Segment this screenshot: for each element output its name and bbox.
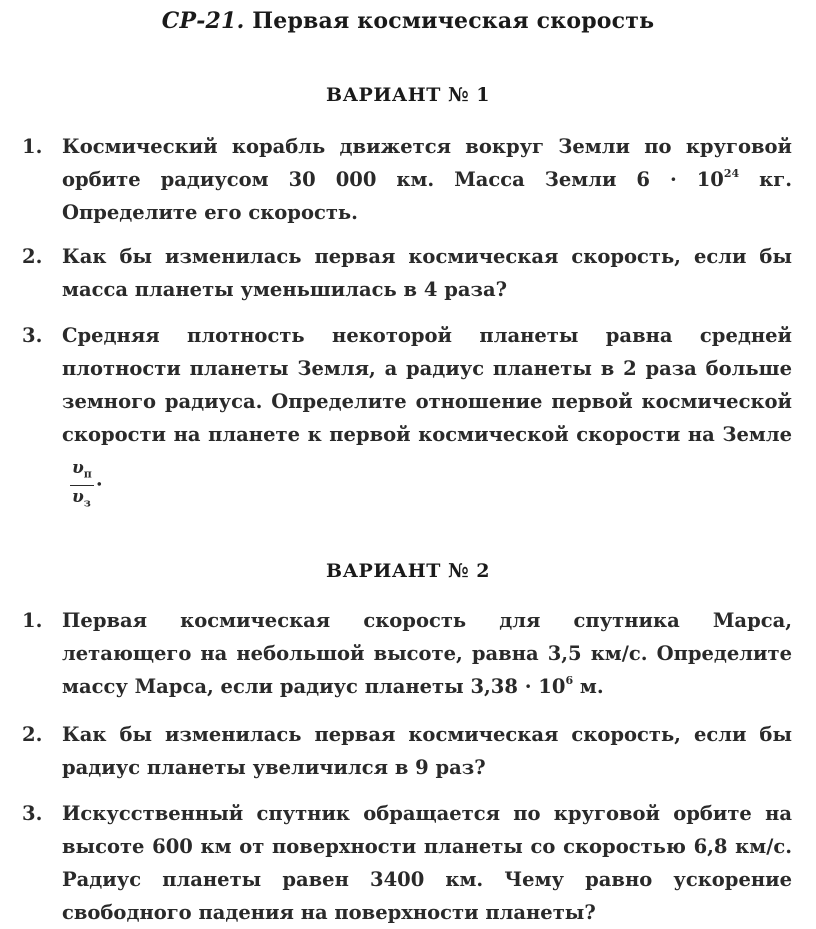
problem-text: Как бы изменилась первая космическая скорость, если бы масса планеты уменьшилась в 4 раза?: [62, 245, 792, 301]
problem-number: 3.: [22, 802, 43, 825]
problem-v1-2: [22, 240, 792, 306]
problem-text: Средняя плотность некоторой планеты равна средней плотности планеты Земля, а радиус планеты в 2 раза больше земного радиуса. Определите отношение первой космической скорости на планете к первой космической скорости на Земле $\frac{\upsilon_п}{\upsilon_з}$ .: [62, 319, 792, 509]
worksheet-code: СР-21.: [161, 8, 245, 34]
problem-v2-2: [22, 718, 792, 784]
problem-text: Космический корабль движется вокруг Земли по круговой орбите радиусом 30 000 км. Масса Земли $6 \cdot 10^{24}$ кг. Определите его скорость.: [62, 135, 792, 224]
problem-v2-1: [22, 604, 792, 703]
problem-number: 3.: [22, 324, 43, 347]
variant-2-heading: ВАРИАНТ № 2: [326, 560, 490, 582]
problem-text: Искусственный спутник обращается по круговой орбите на высоте 600 км от поверхности планеты со скоростью 6,8 км/с. Радиус планеты равен 3400 км. Чему равно ускорение свободного падения на поверхности планеты?: [62, 802, 792, 924]
problem-text: Первая космическая скорость для спутника Марса, летающего на небольшой высоте, равна 3,5 км/с. Определите массу Марса, если радиус планеты $3,38 \cdot 10^6$ м.: [62, 609, 792, 698]
problem-number: 1.: [22, 135, 43, 158]
problem-number: 2.: [22, 723, 43, 746]
velocity-ratio-fraction: $\frac{\upsilon_п}{\upsilon_з}$: [72, 458, 92, 510]
problem-number: 1.: [22, 609, 43, 632]
problem-number: 2.: [22, 245, 43, 268]
problem-text: Как бы изменилась первая космическая скорость, если бы радиус планеты увеличился в 9 раз?: [62, 723, 792, 779]
variant-1-heading: ВАРИАНТ № 1: [326, 84, 490, 106]
exponent: 24: [723, 167, 740, 180]
problem-v1-3: [22, 319, 792, 509]
problem-v2-3: [22, 797, 792, 929]
worksheet-title: Первая космическая скорость: [252, 8, 655, 34]
exponent: 6: [565, 674, 574, 687]
problem-v1-1: [22, 130, 792, 229]
page-title: [0, 8, 816, 34]
